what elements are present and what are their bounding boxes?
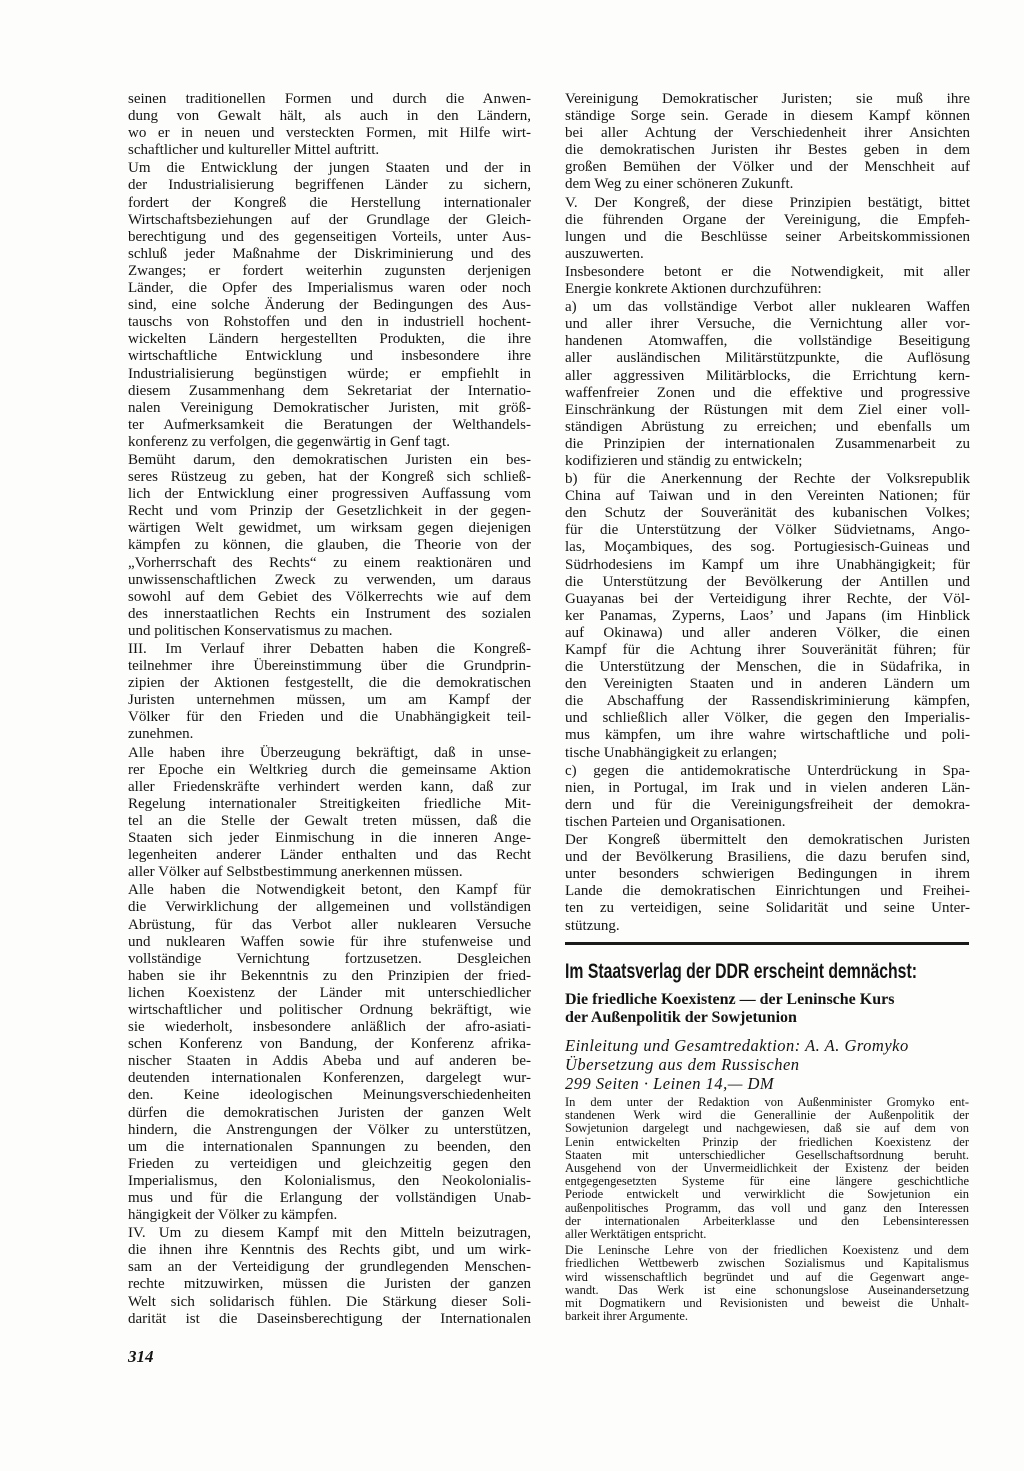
text-line: Der Kongreß übermittelt den demokratischen Juristen (565, 832, 970, 849)
text-line: Südrhodesiens im Kampf um ihre Unabhängigkeit; für (565, 556, 970, 573)
text-line: a) um das vollständige Verbot aller nuklearen Waffen (565, 299, 970, 316)
text-line: den Vereinigten Staaten und in anderen Ländern um (565, 676, 970, 693)
description-paragraph (565, 1096, 969, 1241)
text-line: mus und für die Erlangung der vollständigen Unab- (128, 1190, 531, 1206)
book-metadata (565, 1036, 970, 1093)
text-line: Abrüstung, für das Verbot aller nuklearen Versuche (128, 916, 531, 933)
text-line: Recht und vom Prinzip der Gesetzlichkeit in der gegen- (128, 503, 531, 520)
description-line: In dem unter der Redaktion von Außenminister Gromyko ent- (565, 1095, 969, 1109)
editor-line: Einleitung und Gesamtredaktion: A. A. Gromyko (565, 1036, 909, 1055)
text-line: China auf Taiwan und in den Vereinten Nationen; für (565, 488, 970, 505)
text-line: den Schutz der Souveränität des kubanischen Volkes; (565, 505, 970, 522)
text-line: die Prinzipien der internationalen Zusammenarbeit zu (565, 435, 970, 452)
text-line: lich der Entwicklung einer progressiven Auffassung vom (128, 486, 531, 503)
text-line: den. Keine ideologischen Meinungsverschiedenheiten (128, 1087, 531, 1104)
paragraph (128, 160, 531, 451)
text-line: Völker für den Frieden und die Unabhängigkeit teil- (128, 709, 531, 726)
text-line: Alle haben die Notwendigkeit betont, den Kampf für (128, 882, 531, 899)
text-line: Kampf für die Achtung ihrer Souveränität führen; für (565, 642, 970, 658)
text-line: rechte mitzuwirken, müssen die Juristen der ganzen (128, 1276, 531, 1293)
description-line: barkeit ihrer Argumente. (565, 1309, 688, 1324)
description-line: aller Werktätigen entspricht. (565, 1227, 707, 1242)
text-line: ker Panamas, Zyperns, Laos’ und Japans (im Hinblick (565, 607, 970, 624)
text-line: zipien der Aktionen festgestellt, die die demokratischen (128, 675, 531, 692)
text-line: diesem Zusammenhang dem Sekretariat der Internatio- (128, 382, 531, 399)
text-line: die ihnen ihre Kenntnis des Rechts gibt, und um wirk- (128, 1242, 531, 1259)
paragraph (128, 882, 531, 1224)
paragraph (128, 1225, 531, 1328)
paragraph (565, 299, 970, 470)
text-line: unter besonders schwierigen Bedingungen in ihrem (565, 866, 970, 883)
text-line: berechtigung und des gegenseitigen Vorteils, unter Aus- (128, 228, 531, 245)
text-line: die demokratischen Juristen ihr Bestes geben in dem (565, 142, 970, 159)
text-line: zunehmen. (128, 726, 194, 743)
text-line: Vereinigung Demokratischer Juristen; sie muß ihre (565, 91, 970, 107)
right-column (565, 91, 970, 936)
text-line: sowohl auf dem Gebiet des Völkerrechts wie auf dem (128, 588, 531, 605)
text-line: auf Okinawa) und aller anderen Völker, die einen (565, 624, 970, 641)
text-line: die führenden Organe der Vereinigung, die Empfeh- (565, 211, 970, 228)
text-line: deutenden internationalen Konferenzen, dargelegt wur- (128, 1070, 531, 1087)
text-line: Zwanges; er fordert weiterhin zugunsten derjenigen (128, 262, 531, 279)
text-line: ständigen Abrüstung zu erreichen; und ebenfalls um (565, 418, 970, 435)
text-line: Welt sich solidarisch fühlen. Die Stärkung dieser Soli- (128, 1293, 531, 1310)
text-line: und der Bevölkerung Brasiliens, die dazu berufen sind, (565, 849, 970, 866)
text-line: haben sie ihr Bekenntnis zu den Prinzipien der fried- (128, 967, 531, 984)
page-number: 314 (128, 1347, 154, 1366)
book-title-line: Die friedliche Koexistenz — der Leninsche Kurs (565, 991, 895, 1008)
text-line: sam an der Verteidigung der grundlegenden Menschen- (128, 1259, 531, 1276)
paragraph (128, 91, 531, 159)
description-line: entgegengesetzten Systeme für eine längere geschichtliche (565, 1174, 969, 1189)
description-line: Sowjetunion dargelegt und nachgewiesen, daß sie auf dem von (565, 1121, 969, 1136)
text-line: die Abschaffung der Rassendiskriminierung kämpfen, (565, 693, 970, 710)
text-line: „Vorherrschaft des Rechts“ zu einem reaktionären und (128, 554, 531, 571)
text-line: waffenfreier Zonen und die effektive und progressive (565, 384, 970, 401)
text-line: nien, in Portugal, im Irak und in vielen anderen Län- (565, 779, 970, 796)
description-line: wandt. Das Werk ist eine schonungslose Auseinandersetzung (565, 1282, 969, 1297)
paragraph (128, 745, 531, 882)
text-line: Staaten sich jeder Einmischung in die inneren Ange- (128, 830, 531, 847)
text-line: und nuklearen Waffen sowie für ihre stufenweise und (128, 933, 531, 950)
text-line: Bemüht darum, den demokratischen Juristen ein bes- (128, 451, 531, 468)
text-line: schluß jeder Maßnahme der Diskriminierung und des (128, 245, 531, 262)
text-line: und schließlich aller Völker, die gegen den Imperialis- (565, 710, 970, 727)
text-line: Frieden zu verteidigen und gleichzeitig gegen den (128, 1155, 531, 1172)
text-line: las, Moçambiques, des sog. Portugiesisch-Guineas und (565, 539, 970, 556)
paragraph (565, 763, 970, 831)
text-line: bei aller Achtung der Verschiedenheit ihrer Ansichten (565, 125, 970, 142)
book-title (565, 991, 970, 1027)
description-line: Die Leninsche Lehre von der friedlichen Koexistenz und dem (565, 1243, 969, 1258)
text-line: um die internationalen Spannungen zu beenden, den (128, 1138, 531, 1155)
text-line: Länder, die Opfer des Imperialismus waren oder noch (128, 280, 531, 297)
text-line: aller Friedenskräfte verhindert werden kann, daß zur (128, 778, 531, 795)
translation-line: Übersetzung aus dem Russischen (565, 1055, 800, 1074)
text-line: seinen traditionellen Formen und durch die Anwen- (128, 91, 531, 107)
text-line: Guayanas bei der Verteidigung ihrer Rechte, der Völ- (565, 590, 970, 607)
text-line: mus kämpfen, um ihre wahre wirtschaftliche und poli- (565, 727, 970, 744)
text-line: sie wiederholt, insbesondere anläßlich der afro-asiati- (128, 1019, 531, 1036)
text-line: wo er in neuen und versteckten Formen, mit Hilfe wirt- (128, 125, 531, 142)
text-line: rer Epoche ein Weltkrieg durch die gemeinsame Aktion (128, 761, 531, 778)
paragraph (128, 452, 531, 640)
text-line: dem Weg zu einer schöneren Zukunft. (565, 176, 794, 193)
paragraph (565, 471, 970, 762)
text-line: aller Völker auf Selbstbestimmung anerkennen müssen. (128, 864, 463, 881)
description-line: Staaten mit unterschiedlicher Gesellschaftsordnung beruht. (565, 1147, 969, 1162)
text-line: die Unterstützung der Bevölkerung der Antillen und (565, 573, 970, 590)
book-description (565, 1096, 969, 1326)
text-line: c) gegen die antidemokratische Unterdrückung in Spa- (565, 762, 970, 779)
text-line: Wirtschaftsbeziehungen auf der Grundlage der Gleich- (128, 211, 531, 228)
text-line: Lande die demokratischen Einrichtungen und Freihei- (565, 883, 970, 900)
paragraph (565, 195, 970, 263)
text-line: Insbesondere betont er die Notwendigkeit, mit aller (565, 263, 970, 280)
text-line: handenen Atomwaffen, die vollständige Beseitigung (565, 333, 970, 350)
text-line: Imperialismus, den Kolonialismus, den Neokolonialis- (128, 1172, 531, 1189)
text-line: tischen Parteien und Organisationen. (565, 813, 786, 830)
text-line: die Verwirklichung der allgemeinen und vollständigen (128, 899, 531, 916)
text-line: wirtschaftliche Entwicklung und insbesondere ihre (128, 348, 531, 365)
book-title-line: der Außenpolitik der Sowjetunion (565, 1009, 797, 1026)
text-line: der Industrialisierung begriffenen Länder zu sichern, (128, 177, 531, 194)
description-line: friedlichen Wettbewerb zwischen Sozialismus und Kapitalismus (565, 1256, 969, 1271)
left-column (128, 91, 531, 1329)
text-line: Juristen unternehmen müssen, um am Kampf der (128, 692, 531, 709)
text-line: ter Aufmerksamkeit die Beratungen der Welthandels- (128, 416, 531, 433)
description-paragraph (565, 1244, 969, 1323)
paragraph (565, 832, 970, 935)
text-line: Einschränkung der Rüstungen mit dem Ziel einer voll- (565, 401, 970, 418)
text-line: schaftlicher und kultureller Mittel auftritt. (128, 142, 380, 159)
advertisement-divider (565, 942, 969, 945)
text-line: und politischen Konservatismus zu machen. (128, 622, 393, 639)
description-line: standenen Werk wird die Generallinie der Außenpolitik der (565, 1108, 969, 1123)
text-line: wirtschaftlicher und politischer Ordnung bekräftigt, wie (128, 1001, 531, 1018)
text-line: kodifizieren und ständig zu entwickeln; (565, 452, 803, 469)
text-line: ständige Sorge sein. Gerade in diesem Kampf können (565, 108, 970, 125)
text-line: V. Der Kongreß, der diese Prinzipien bestätigt, bittet (565, 194, 970, 211)
text-line: kämpfen zu können, die glauben, die Theorie von der (128, 537, 531, 554)
description-line: außenpolitisches Programm, das voll und ganz den Interessen (565, 1200, 969, 1215)
text-line: nalen Vereinigung Demokratischer Juristen, mit größ- (128, 399, 531, 416)
paragraph (565, 91, 970, 194)
text-line: aller aggressiven Militärblocks, die Errichtung kern- (565, 367, 970, 384)
text-line: für die Unterstützung der Völker Südvietnams, Ango- (565, 522, 970, 539)
text-line: tauschs von Rohstoffen und den in industriell hochent- (128, 314, 531, 331)
text-line: darität ist die Daseinsberechtigung der Internationalen (128, 1310, 531, 1327)
text-line: Um die Entwicklung der jungen Staaten und der in (128, 160, 531, 177)
text-line: auszuwerten. (565, 245, 644, 262)
book-details-line: 299 Seiten · Leinen 14,— DM (565, 1074, 775, 1093)
text-line: Alle haben ihre Überzeugung bekräftigt, daß in unse- (128, 744, 531, 761)
advertisement-heading: Im Staatsverlag der DDR erscheint demnächst: (565, 960, 917, 983)
text-line: schen Konferenz von Bandung, der Konferenz afrika- (128, 1036, 531, 1053)
text-line: konferenz zu verfolgen, die gegenwärtig in Genf tagt. (128, 433, 450, 450)
text-line: IV. Um zu diesem Kampf mit den Mitteln beizutragen, (128, 1225, 531, 1242)
text-line: seres Rüstzeug zu geben, hat der Kongreß sich schließ- (128, 469, 531, 486)
description-line: Ausgehend von der Unvermeidlichkeit der Existenz der beiden (565, 1161, 969, 1176)
description-line: wird wissenschaftlich begründet und auf die Gegenwart ange- (565, 1269, 969, 1284)
text-line: stützung. (565, 917, 620, 934)
text-line: Regelung internationaler Streitigkeiten friedliche Mit- (128, 795, 531, 812)
text-line: ten zu verteidigen, seine Solidarität und seine Unter- (565, 900, 970, 917)
text-line: lungen und die Beschlüsse seiner Arbeitskommissionen (565, 228, 970, 245)
text-line: aller ausländischen Militärstützpunkte, die Auflösung (565, 350, 970, 367)
text-line: des innerstaatlichen Rechts ein Instrument des sozialen (128, 605, 531, 622)
text-line: tische Unabhängigkeit zu erlangen; (565, 744, 778, 761)
description-line: der internationalen Arbeiterklasse und den Lebensinteressen (565, 1213, 969, 1228)
paragraph (565, 264, 970, 298)
description-line: Lenin entwickelten Prinzip der friedlichen Koexistenz der (565, 1134, 969, 1149)
text-line: wärtigen Welt gewidmet, um wirksam gegen diejenigen (128, 520, 531, 537)
text-line: nischer Staaten in Addis Abeba und auf anderen be- (128, 1053, 531, 1070)
text-line: Energie konkrete Aktionen durchzuführen: (565, 281, 822, 298)
text-line: dürfen die demokratischen Juristen der ganzen Welt (128, 1104, 531, 1121)
text-line: großen Bemühen der Völker und der Menschheit auf (565, 159, 970, 176)
text-line: dern und für die Vereinigungsfreiheit der demokra- (565, 796, 970, 813)
text-line: teilnehmer ihre Übereinstimmung über die Grundprin- (128, 658, 531, 675)
text-line: tel an die Stelle der Gewalt treten müssen, daß die (128, 812, 531, 829)
text-line: vollständige Vernichtung fortzusetzen. Desgleichen (128, 950, 531, 967)
text-line: die Unterstützung der Menschen, die in Südafrika, in (565, 659, 970, 676)
text-line: sind, eine solche Änderung der Bedingungen des Aus- (128, 297, 531, 314)
text-line: hängigkeit der Völker zu kämpfen. (128, 1207, 338, 1224)
text-line: und aller ihrer Versuche, die Vernichtung aller vor- (565, 316, 970, 333)
text-line: III. Im Verlauf ihrer Debatten haben die Kongreß- (128, 641, 531, 657)
text-line: b) für die Anerkennung der Rechte der Volksrepublik (565, 471, 970, 488)
text-line: lichen Koexistenz der Länder mit unterschiedlicher (128, 984, 531, 1001)
text-line: dung von Gewalt hält, als auch in den Ländern, (128, 108, 531, 125)
description-line: mit Dogmatikern und Revisionisten und beweist die Unhalt- (565, 1296, 969, 1311)
description-line: Periode entwickelt und verwirklicht die Sowjetunion ein (565, 1187, 969, 1202)
text-line: Industrialisierung begünstigen würde; er empfiehlt in (128, 365, 531, 382)
text-line: hindern, die Anstrengungen der Völker zu unterstützen, (128, 1121, 531, 1138)
text-line: unwissenschaftlichen Zweck zu verwenden, um daraus (128, 571, 531, 588)
text-line: wickelten Ländern hergestellten Produkten, die ihre (128, 331, 531, 348)
text-line: fordert der Kongreß die Herstellung internationaler (128, 194, 531, 211)
paragraph (128, 641, 531, 744)
text-line: legenheiten anderer Länder enthalten und das Recht (128, 847, 531, 864)
